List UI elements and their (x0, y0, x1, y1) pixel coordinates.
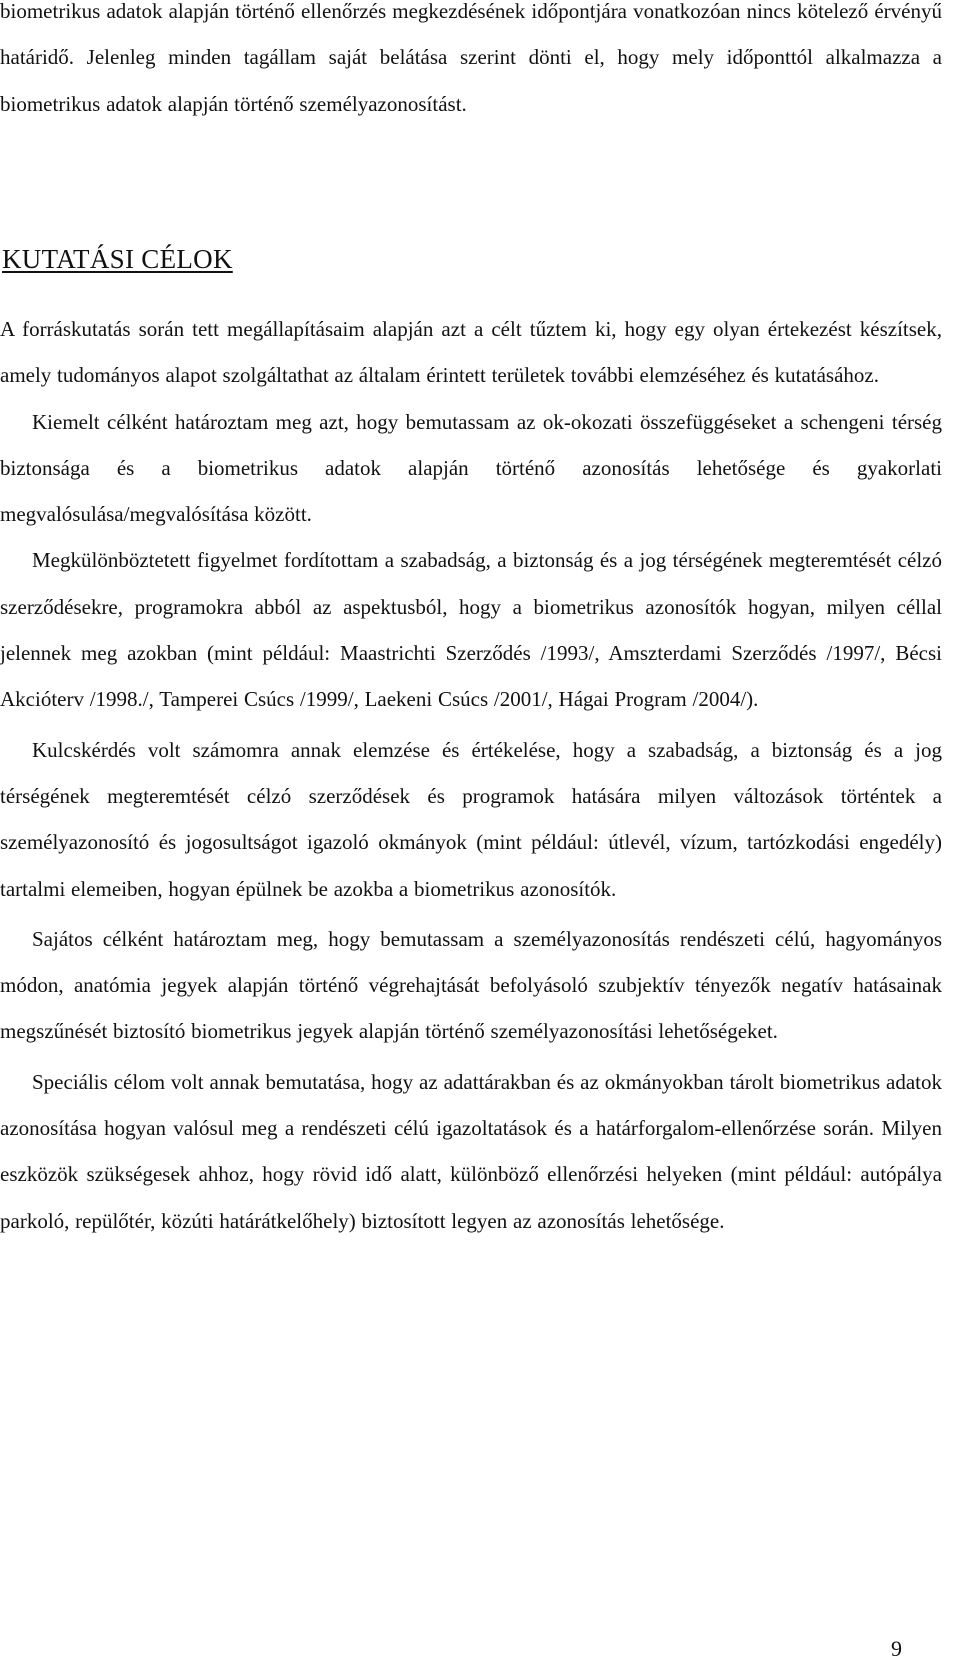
paragraph-specific-goal: Sajátos célként határoztam meg, hogy bemutassam a személyazonosítás rendészeti célú, hagyományos módon, anatómia jegyek alapján történő végrehajtását befolyásoló szubjektív tényezők negatív hatásainak megszűnését biztosító biometrikus jegyek alapján történő személyazonosítási lehetőségeket. (0, 926, 942, 1044)
section-body (0, 306, 942, 1244)
paragraph-treaties: Megkülönböztetett figyelmet fordítottam a szabadság, a biztonság és a jog térségének megteremtését célzó szerződésekre, programokra abból az aspektusból, hogy a biometrikus azonosítók hogyan, milyen céllal jelennek meg azokban (mint például: Maastrichti Szerződés /1993/, Amszterdami Szerződés /1997/, Bécsi Akcióterv /1998./, Tamperei Csúcs /1999/, Laekeni Csúcs /2001/, Hágai Program /2004/). (0, 548, 942, 712)
paragraph-research-goal: A forráskutatás során tett megállapításaim alapján azt a célt tűztem ki, hogy egy olyan értekezést készítsek, amely tudományos alapot szolgáltathat az általam érintett területek további elemzéséhez és kutatásához. (0, 317, 942, 388)
paragraph-special-goal: Speciális célom volt annak bemutatása, hogy az adattárakban és az okmányokban tárolt biometrikus adatok azonosítása hogyan valósul meg a rendészeti célú igazoltatások és a határforgalom-ellenőrzése során. Milyen eszközök szükségesek ahhoz, hogy rövid idő alatt, különböző ellenőrzési helyeken (mint például: autópálya parkoló, repülőtér, közúti határátkelőhely) biztosított legyen az azonosítás lehetősége. (0, 1069, 942, 1233)
section-heading: KUTATÁSI CÉLOK (2, 244, 233, 274)
page-number: 9 (891, 1636, 902, 1661)
intro-paragraph: biometrikus adatok alapján történő ellenőrzés megkezdésének időpontjára vonatkozóan nincs kötelező érvényű határidő. Jelenleg minden tagállam saját belátása szerint dönti el, hogy mely időponttól alkalmazza a biometrikus adatok alapján történő személyazonosítást. (0, 0, 942, 116)
paragraph-key-question: Kulcskérdés volt számomra annak elemzése és értékelése, hogy a szabadság, a biztonság és a jog térségének megteremtését célzó szerződések és programok hatására milyen változások történtek a személyazonosító és jogosultságot igazoló okmányok (mint például: útlevél, vízum, tartózkodási engedély) tartalmi elemeiben, hogyan épülnek be azokba a biometrikus azonosítók. (0, 737, 942, 901)
paragraph-highlighted-goal: Kiemelt célként határoztam meg azt, hogy bemutassam az ok-okozati összefüggéseket a schengeni térség biztonsága és a biometrikus adatok alapján történő azonosítás lehetősége és gyakorlati megvalósulása/megvalósítása között. (0, 409, 942, 527)
